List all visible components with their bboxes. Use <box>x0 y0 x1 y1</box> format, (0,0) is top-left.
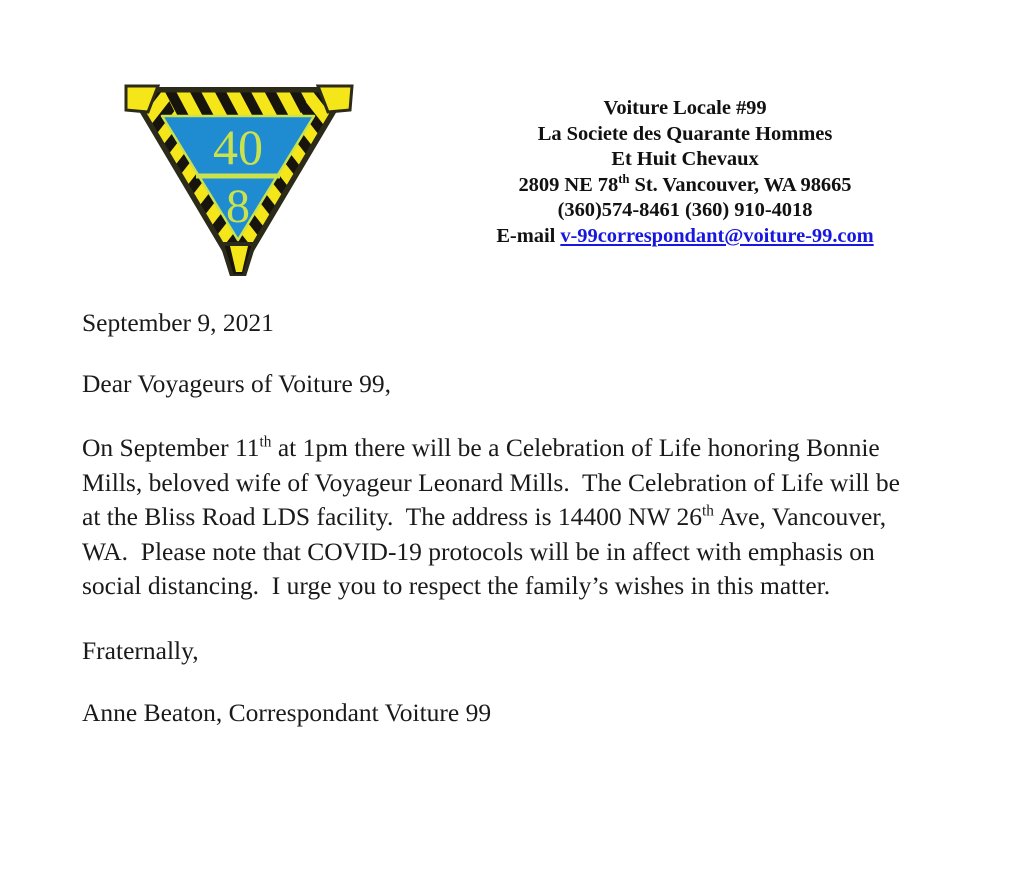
org-email-line <box>440 224 930 250</box>
paragraph-segment-1: On September 11 <box>82 433 260 462</box>
emblem-numerator: 40 <box>213 119 263 175</box>
emblem-denominator: 8 <box>226 180 250 233</box>
paragraph-segment-3: Ave, Vancouver, WA. Please note that COVID-19 protocols will be in affect with emphasis on social distancing. I urge you to respect the family’s wishes in this matter. <box>82 502 893 600</box>
forty-and-eight-boxcar-emblem-icon <box>118 76 358 276</box>
address-prefix: 2809 NE 78 <box>518 173 619 196</box>
letter-salutation: Dear Voyageurs of Voiture 99, <box>82 368 392 398</box>
letter-main-paragraph <box>82 431 922 604</box>
letter-body <box>82 306 922 731</box>
paragraph-segment-2: at 1pm there will be a Celebration of Life honoring Bonnie Mills, beloved wife of Voyageur Leonard Mills. The Celebration of Life will be at the Bliss Road LDS facility. The address is 14400 NW 26 <box>82 433 907 531</box>
org-phone-numbers: (360)574-8461 (360) 910-4018 <box>557 199 813 222</box>
org-street-address <box>440 173 930 199</box>
organization-address-block <box>440 96 930 250</box>
letter-closing: Fraternally, <box>82 635 199 665</box>
street-ordinal-26th: th <box>701 502 714 520</box>
date-ordinal-11th: th <box>259 433 272 451</box>
org-name-line-1: Voiture Locale #99 <box>603 97 767 119</box>
email-link[interactable]: v-99correspondant@voiture-99.com <box>560 224 874 247</box>
letterhead <box>0 0 1024 282</box>
org-name-line-2: La Societe des Quarante Hommes <box>537 122 833 145</box>
address-suffix: St. Vancouver, WA 98665 <box>629 173 852 196</box>
letter-date: September 9, 2021 <box>82 308 274 337</box>
address-ordinal-suffix: th <box>618 171 630 186</box>
letter-signature: Anne Beaton, Correspondant Voiture 99 <box>82 698 492 727</box>
email-label: E-mail <box>496 224 561 247</box>
org-name-line-3: Et Huit Chevaux <box>611 148 759 171</box>
